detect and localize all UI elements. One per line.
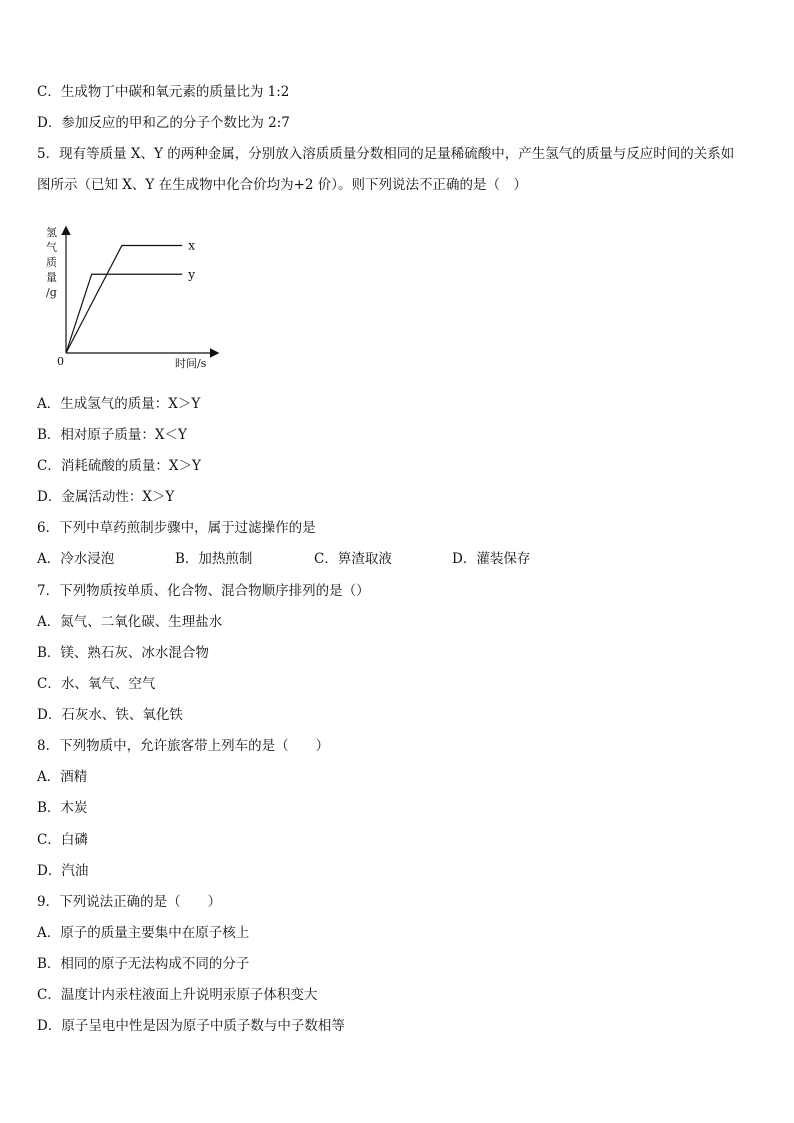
q8-option-c: C．白磷 bbox=[37, 832, 88, 848]
q5-stem-line1: 5．现有等质量 X、Y 的两种金属，分别放入溶质质量分数相同的足量稀硫酸中，产生氢气的质量与反应时间的关系如 bbox=[37, 146, 735, 162]
q5-option-a: A．生成氢气的质量：X＞Y bbox=[37, 396, 201, 412]
q9-option-a: A．原子的质量主要集中在原子核上 bbox=[37, 925, 250, 941]
q4-option-c: C．生成物丁中碳和氧元素的质量比为 1:2 bbox=[37, 84, 290, 100]
y-axis-label-char: 氢 bbox=[46, 226, 57, 239]
q5-stem-line2: 图所示（已知 X、Y 在生成物中化合价均为+2 价）。则下列说法不正确的是（ ） bbox=[37, 177, 528, 193]
q9-option-d: D．原子呈电中性是因为原子中质子数与中子数相等 bbox=[37, 1018, 345, 1034]
q9-option-b: B．相同的原子无法构成不同的分子 bbox=[37, 956, 250, 972]
q6-option-b: B．加热煎制 bbox=[175, 551, 253, 567]
origin-label: 0 bbox=[57, 355, 64, 368]
q9-option-c: C．温度计内汞柱液面上升说明汞原子体积变大 bbox=[37, 987, 318, 1003]
q7-option-a: A．氮气、二氧化碳、生理盐水 bbox=[37, 614, 223, 630]
q8-option-a: A．酒精 bbox=[37, 769, 88, 785]
q6-option-c: C．箅渣取液 bbox=[314, 551, 392, 567]
y-axis-label-char: 气 bbox=[46, 241, 57, 254]
q4-option-d: D．参加反应的甲和乙的分子个数比为 2:7 bbox=[37, 115, 290, 131]
x-axis-label: 时间/s bbox=[175, 357, 207, 370]
q6-option-a: A．冷水浸泡 bbox=[37, 551, 115, 567]
y-axis-label bbox=[46, 225, 57, 299]
y-axis-label-char: 量 bbox=[46, 271, 57, 284]
q9-stem: 9．下列说法正确的是（ ） bbox=[37, 894, 222, 910]
q6-stem: 6．下列中草药煎制步骤中，属于过滤操作的是 bbox=[37, 520, 316, 536]
q5-option-b: B．相对原子质量：X＜Y bbox=[37, 427, 187, 443]
q8-option-b: B．木炭 bbox=[37, 800, 88, 816]
y-axis-label-char: 质 bbox=[46, 256, 57, 269]
q7-option-b: B．镁、熟石灰、冰水混合物 bbox=[37, 645, 209, 661]
q8-option-d: D．汽油 bbox=[37, 863, 89, 879]
q7-stem: 7．下列物质按单质、化合物、混合物顺序排列的是（） bbox=[37, 583, 370, 599]
hydrogen-mass-time-chart bbox=[40, 222, 230, 372]
series-label-x: x bbox=[188, 238, 196, 253]
q7-option-c: C．水、氧气、空气 bbox=[37, 676, 156, 692]
q5-option-d: D．金属活动性：X＞Y bbox=[37, 489, 175, 505]
q5-option-c: C．消耗硫酸的质量：X＞Y bbox=[37, 458, 201, 474]
q6-option-d: D．灌装保存 bbox=[452, 551, 531, 567]
y-axis-label-char: /g bbox=[46, 286, 57, 299]
q8-stem: 8．下列物质中，允许旅客带上列车的是（ ） bbox=[37, 738, 330, 754]
series-line-y bbox=[66, 274, 182, 353]
q7-option-d: D．石灰水、铁、氧化铁 bbox=[37, 707, 183, 723]
series-label-y: y bbox=[188, 267, 196, 282]
